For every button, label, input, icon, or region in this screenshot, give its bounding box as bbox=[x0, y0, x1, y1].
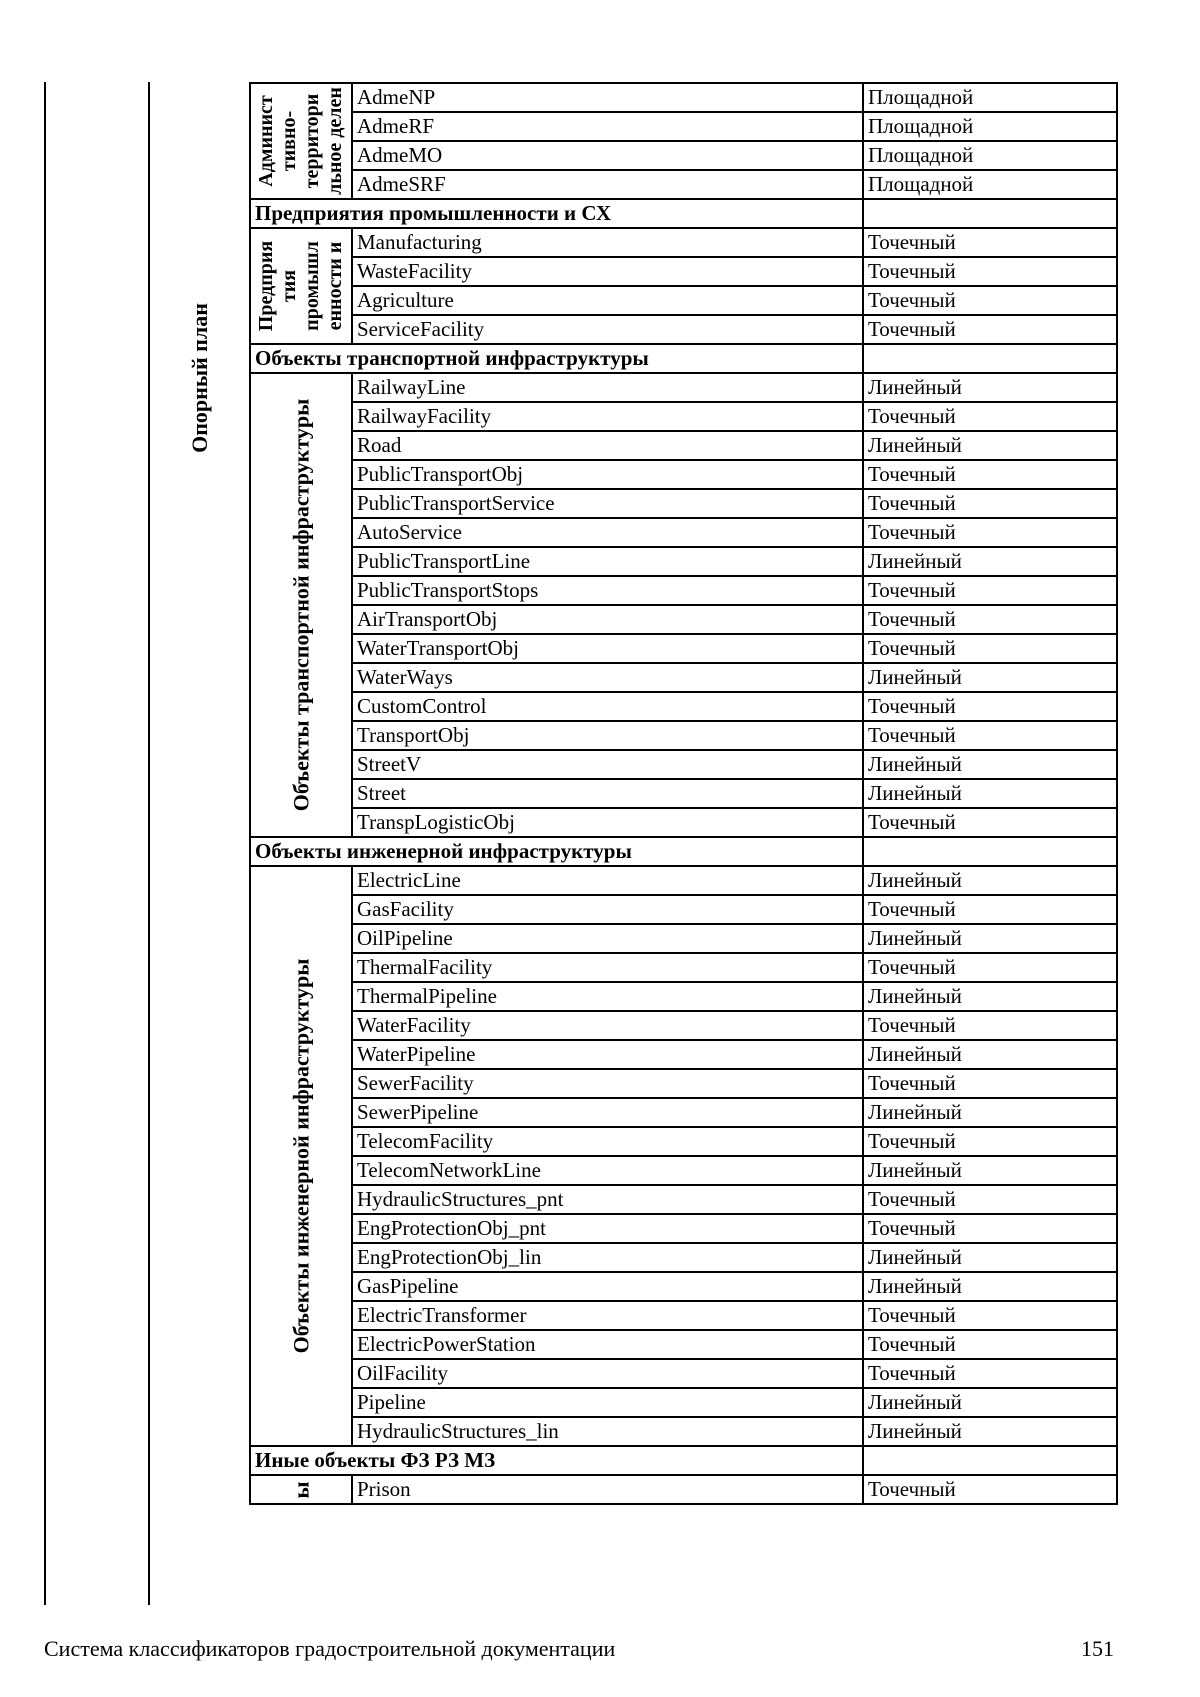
layer-name: HydraulicStructures_pnt bbox=[352, 1185, 863, 1214]
table-row bbox=[250, 924, 1117, 953]
table-row bbox=[250, 286, 1117, 315]
geometry-type: Линейный bbox=[863, 1098, 1117, 1127]
table-row bbox=[250, 779, 1117, 808]
section-empty-cell bbox=[863, 344, 1117, 373]
table-row bbox=[250, 953, 1117, 982]
group-label bbox=[255, 241, 347, 331]
table-row bbox=[250, 721, 1117, 750]
table-row bbox=[250, 228, 1117, 257]
geometry-type: Линейный bbox=[863, 431, 1117, 460]
group-label-line: Админист bbox=[255, 95, 277, 187]
geometry-type: Точечный bbox=[863, 1330, 1117, 1359]
section-row bbox=[250, 1446, 1117, 1475]
group-label-line: Предприя bbox=[255, 240, 277, 332]
section-row bbox=[250, 837, 1117, 866]
page-number: 151 bbox=[1081, 1636, 1114, 1661]
group-label-line: тия bbox=[278, 269, 300, 303]
geometry-type: Точечный bbox=[863, 895, 1117, 924]
geometry-type: Площадной bbox=[863, 170, 1117, 199]
table-row bbox=[250, 1301, 1117, 1330]
geometry-type: Точечный bbox=[863, 808, 1117, 837]
layer-name: EngProtectionObj_pnt bbox=[352, 1214, 863, 1243]
section-empty-cell bbox=[863, 199, 1117, 228]
layer-name: PublicTransportStops bbox=[352, 576, 863, 605]
geometry-type: Линейный bbox=[863, 1156, 1117, 1185]
layer-name: AdmeMO bbox=[352, 141, 863, 170]
section-row bbox=[250, 199, 1117, 228]
table-row bbox=[250, 1156, 1117, 1185]
layer-name: Street bbox=[352, 779, 863, 808]
geometry-type: Линейный bbox=[863, 547, 1117, 576]
geometry-type: Точечный bbox=[863, 257, 1117, 286]
geometry-type: Линейный bbox=[863, 1272, 1117, 1301]
left-margin-rule bbox=[44, 82, 46, 1605]
geometry-type: Точечный bbox=[863, 460, 1117, 489]
layer-name: PublicTransportObj bbox=[352, 460, 863, 489]
geometry-type: Точечный bbox=[863, 576, 1117, 605]
layer-name: AdmeRF bbox=[352, 112, 863, 141]
geometry-type: Точечный bbox=[863, 518, 1117, 547]
table-row bbox=[250, 518, 1117, 547]
group-label: Объекты инженерной инфраструктуры bbox=[288, 958, 314, 1354]
geometry-type: Точечный bbox=[863, 692, 1117, 721]
table-row bbox=[250, 141, 1117, 170]
table-row bbox=[250, 634, 1117, 663]
layer-name: StreetV bbox=[352, 750, 863, 779]
table-row bbox=[250, 402, 1117, 431]
table-row bbox=[250, 1417, 1117, 1446]
section-row bbox=[250, 344, 1117, 373]
section-title: Объекты транспортной инфраструктуры bbox=[250, 344, 863, 373]
layer-name: Agriculture bbox=[352, 286, 863, 315]
geometry-type: Линейный bbox=[863, 982, 1117, 1011]
table-row bbox=[250, 1098, 1117, 1127]
table-row bbox=[250, 1388, 1117, 1417]
group-label: Объекты транспортной инфраструктуры bbox=[288, 398, 314, 812]
table-row bbox=[250, 83, 1117, 112]
table-row bbox=[250, 1214, 1117, 1243]
group-label-cell bbox=[250, 83, 352, 199]
layer-name: WaterPipeline bbox=[352, 1040, 863, 1069]
geometry-type: Площадной bbox=[863, 141, 1117, 170]
layer-name: ThermalFacility bbox=[352, 953, 863, 982]
layer-name: RailwayLine bbox=[352, 373, 863, 402]
group-label-line: енности и bbox=[324, 241, 346, 331]
geometry-type: Точечный bbox=[863, 1127, 1117, 1156]
table-row bbox=[250, 605, 1117, 634]
geometry-type: Площадной bbox=[863, 83, 1117, 112]
geometry-type: Точечный bbox=[863, 489, 1117, 518]
layer-name: WaterFacility bbox=[352, 1011, 863, 1040]
geometry-type: Линейный bbox=[863, 779, 1117, 808]
table-row bbox=[250, 257, 1117, 286]
layer-name: TelecomNetworkLine bbox=[352, 1156, 863, 1185]
group-label-cell bbox=[250, 373, 352, 837]
table-row bbox=[250, 808, 1117, 837]
layer-name: AdmeNP bbox=[352, 83, 863, 112]
group-label-cell bbox=[250, 228, 352, 344]
layer-name: PublicTransportLine bbox=[352, 547, 863, 576]
layer-name: Pipeline bbox=[352, 1388, 863, 1417]
side-label: Опорный план bbox=[187, 303, 212, 453]
group-label-line: льное делен bbox=[324, 87, 346, 195]
table-row bbox=[250, 866, 1117, 895]
group-label bbox=[255, 87, 347, 195]
classifier-table bbox=[249, 82, 1118, 1505]
table-row bbox=[250, 895, 1117, 924]
geometry-type: Линейный bbox=[863, 1388, 1117, 1417]
layer-name: Prison bbox=[352, 1475, 863, 1504]
table-row bbox=[250, 663, 1117, 692]
footer-title: Система классификаторов градостроительной документации bbox=[44, 1636, 616, 1661]
table-row bbox=[250, 1272, 1117, 1301]
layer-name: AirTransportObj bbox=[352, 605, 863, 634]
left-inner-rule bbox=[148, 82, 150, 1605]
geometry-type: Линейный bbox=[863, 373, 1117, 402]
layer-name: GasFacility bbox=[352, 895, 863, 924]
geometry-type: Точечный bbox=[863, 1475, 1117, 1504]
table-row bbox=[250, 1185, 1117, 1214]
table-row bbox=[250, 1475, 1117, 1504]
table-row bbox=[250, 1040, 1117, 1069]
geometry-type: Линейный bbox=[863, 866, 1117, 895]
table-row bbox=[250, 1359, 1117, 1388]
table-row bbox=[250, 1069, 1117, 1098]
layer-name: RailwayFacility bbox=[352, 402, 863, 431]
section-title: Предприятия промышленности и СХ bbox=[250, 199, 863, 228]
layer-name: TransportObj bbox=[352, 721, 863, 750]
geometry-type: Линейный bbox=[863, 924, 1117, 953]
table-row bbox=[250, 1330, 1117, 1359]
table-row bbox=[250, 1243, 1117, 1272]
layer-name: WasteFacility bbox=[352, 257, 863, 286]
layer-name: AdmeSRF bbox=[352, 170, 863, 199]
section-title: Объекты инженерной инфраструктуры bbox=[250, 837, 863, 866]
table-row bbox=[250, 982, 1117, 1011]
geometry-type: Точечный bbox=[863, 953, 1117, 982]
layer-name: OilPipeline bbox=[352, 924, 863, 953]
geometry-type: Линейный bbox=[863, 1243, 1117, 1272]
table-row bbox=[250, 373, 1117, 402]
geometry-type: Точечный bbox=[863, 228, 1117, 257]
group-label-line: территори bbox=[301, 93, 323, 189]
section-empty-cell bbox=[863, 837, 1117, 866]
table-row bbox=[250, 692, 1117, 721]
geometry-type: Линейный bbox=[863, 750, 1117, 779]
geometry-type: Точечный bbox=[863, 634, 1117, 663]
group-label-line: промышл bbox=[301, 241, 323, 331]
section-empty-cell bbox=[863, 1446, 1117, 1475]
table-row bbox=[250, 576, 1117, 605]
group-label-cell bbox=[250, 1475, 352, 1504]
table-row bbox=[250, 431, 1117, 460]
layer-name: ElectricPowerStation bbox=[352, 1330, 863, 1359]
geometry-type: Линейный bbox=[863, 1417, 1117, 1446]
table-row bbox=[250, 489, 1117, 518]
geometry-type: Линейный bbox=[863, 1040, 1117, 1069]
group-label-line: тивно- bbox=[278, 110, 300, 172]
geometry-type: Точечный bbox=[863, 1011, 1117, 1040]
layer-name: GasPipeline bbox=[352, 1272, 863, 1301]
layer-name: ThermalPipeline bbox=[352, 982, 863, 1011]
geometry-type: Точечный bbox=[863, 1069, 1117, 1098]
table-row bbox=[250, 1011, 1117, 1040]
geometry-type: Линейный bbox=[863, 663, 1117, 692]
layer-name: TranspLogisticObj bbox=[352, 808, 863, 837]
geometry-type: Точечный bbox=[863, 1359, 1117, 1388]
geometry-type: Площадной bbox=[863, 112, 1117, 141]
group-label-cell bbox=[250, 866, 352, 1446]
layer-name: Road bbox=[352, 431, 863, 460]
layer-name: WaterWays bbox=[352, 663, 863, 692]
geometry-type: Точечный bbox=[863, 1185, 1117, 1214]
geometry-type: Точечный bbox=[863, 605, 1117, 634]
layer-name: WaterTransportObj bbox=[352, 634, 863, 663]
table-row bbox=[250, 112, 1117, 141]
layer-name: OilFacility bbox=[352, 1359, 863, 1388]
layer-name: ElectricLine bbox=[352, 866, 863, 895]
layer-name: SewerPipeline bbox=[352, 1098, 863, 1127]
geometry-type: Точечный bbox=[863, 1214, 1117, 1243]
table-row bbox=[250, 547, 1117, 576]
layer-name: AutoService bbox=[352, 518, 863, 547]
layer-name: TelecomFacility bbox=[352, 1127, 863, 1156]
table-row bbox=[250, 170, 1117, 199]
geometry-type: Точечный bbox=[863, 1301, 1117, 1330]
layer-name: HydraulicStructures_lin bbox=[352, 1417, 863, 1446]
geometry-type: Точечный bbox=[863, 402, 1117, 431]
layer-name: PublicTransportService bbox=[352, 489, 863, 518]
geometry-type: Точечный bbox=[863, 315, 1117, 344]
geometry-type: Точечный bbox=[863, 286, 1117, 315]
section-title: Иные объекты ФЗ РЗ МЗ bbox=[250, 1446, 863, 1475]
layer-name: SewerFacility bbox=[352, 1069, 863, 1098]
layer-name: Manufacturing bbox=[352, 228, 863, 257]
geometry-type: Точечный bbox=[863, 721, 1117, 750]
layer-name: ServiceFacility bbox=[352, 315, 863, 344]
table-row bbox=[250, 460, 1117, 489]
table-row bbox=[250, 750, 1117, 779]
table-row bbox=[250, 1127, 1117, 1156]
layer-name: CustomControl bbox=[352, 692, 863, 721]
layer-name: ElectricTransformer bbox=[352, 1301, 863, 1330]
group-label: ы bbox=[288, 1480, 314, 1499]
layer-name: EngProtectionObj_lin bbox=[352, 1243, 863, 1272]
table-row bbox=[250, 315, 1117, 344]
